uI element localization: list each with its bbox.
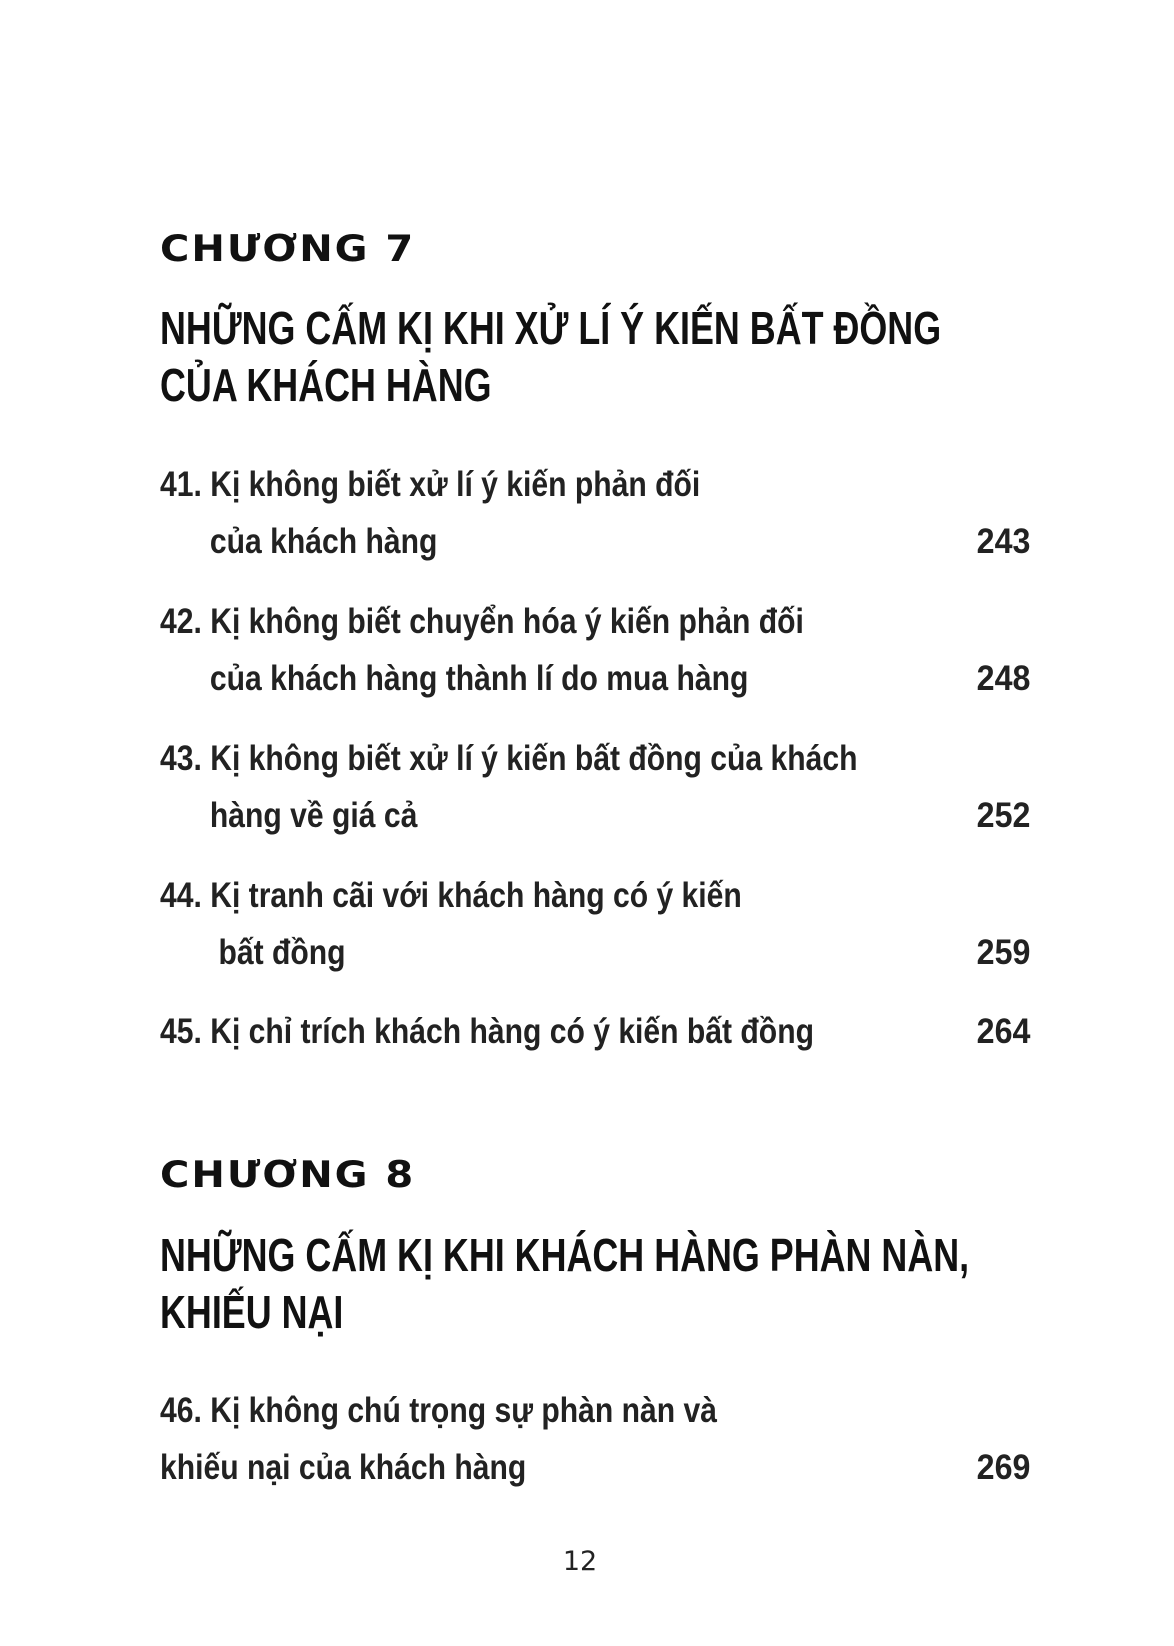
toc-entry-43[interactable] [160,730,1030,844]
toc-page-number: 264 [976,1012,1030,1051]
chapter-title-line: CỦA KHÁCH HÀNG [160,359,492,411]
chapter-title-line: NHỮNG CẤM KỊ KHI KHÁCH HÀNG PHÀN NÀN, [160,1229,970,1281]
toc-entry-46[interactable] [160,1382,1030,1496]
chapter-7-title [160,300,942,414]
chapter-7-label: CHƯƠNG 7 [160,228,416,271]
toc-page-number: 248 [976,659,1030,698]
toc-entry-text: của khách hàng thành lí do mua hàng [209,659,749,698]
toc-entry-text: 43. Kị không biết xử lí ý kiến bất đồng của khách [160,739,858,778]
toc-page-number: 243 [976,522,1030,561]
toc-entry-44[interactable] [160,867,1030,981]
toc-entry-45[interactable] [160,1003,1030,1060]
toc-entry-text: 45. Kị chỉ trích khách hàng có ý kiến bất đồng [160,1012,814,1051]
toc-entry-text: của khách hàng [209,522,438,561]
toc-page-number: 259 [976,933,1030,972]
chapter-title-line: NHỮNG CẤM KỊ KHI XỬ LÍ Ý KIẾN BẤT ĐỒNG [160,302,942,354]
toc-entry-text: 46. Kị không chú trọng sự phàn nàn và [160,1391,717,1430]
toc-entry-text: bất đồng [218,933,346,972]
toc-entry-text: 44. Kị tranh cãi với khách hàng có ý kiến [160,876,742,915]
toc-page-number: 252 [976,796,1030,835]
toc-entry-text: khiếu nại của khách hàng [160,1448,527,1487]
chapter-8-title [160,1227,970,1341]
toc-page-number: 269 [976,1448,1030,1487]
chapter-8-label: CHƯƠNG 8 [160,1154,416,1197]
toc-entry-text: 42. Kị không biết chuyển hóa ý kiến phản đối [160,602,804,641]
chapter-title-line: KHIẾU NẠI [160,1286,344,1338]
toc-entry-text: hàng về giá cả [209,796,418,835]
toc-entry-text: 41. Kị không biết xử lí ý kiến phản đối [160,465,701,504]
page-number: 12 [562,1546,598,1577]
toc-entry-41[interactable] [160,456,1030,570]
toc-entry-42[interactable] [160,593,1030,707]
